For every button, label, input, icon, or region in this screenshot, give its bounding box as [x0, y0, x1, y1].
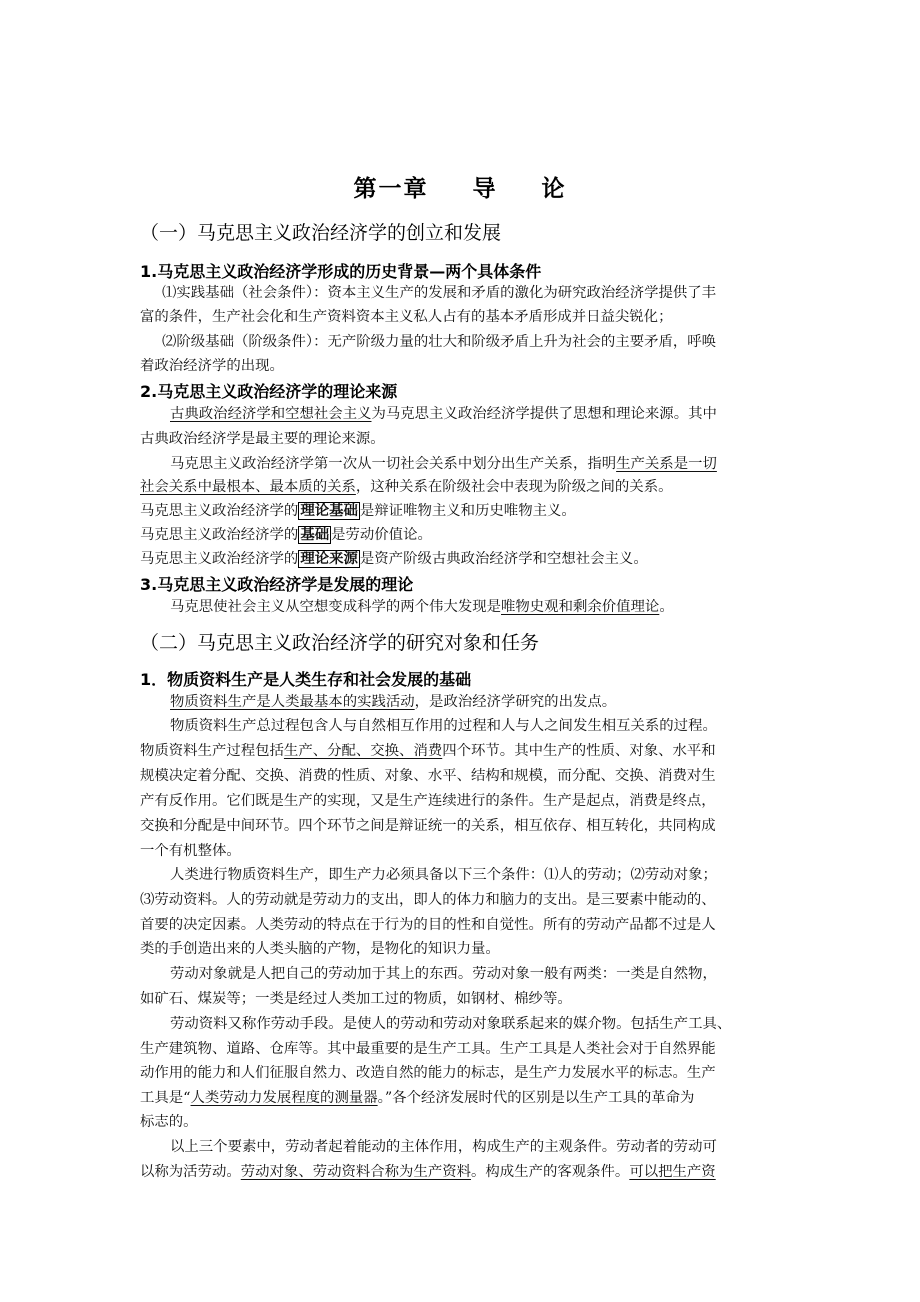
paragraph-line: 物质资料生产总过程包含人与自然相互作用的过程和人与人之间发生相互关系的过程。: [170, 718, 717, 734]
text: 马克思主义政治经济学第一次从一切社会关系中划分出生产关系，指明: [170, 456, 617, 472]
paragraph-line: 标志的。: [140, 1114, 198, 1130]
text: 马克思主义政治经济学的: [140, 527, 299, 543]
text: 工具是“: [140, 1090, 191, 1106]
paragraph-line: 一个有机整体。: [140, 843, 241, 859]
underlined-text: 社会关系中最根本、最本质的关系: [140, 479, 356, 495]
chapter-word-2: 论: [541, 176, 567, 202]
paragraph-line: 生产建筑物、道路、仓库等。其中最重要的是生产工具。生产工具是人类社会对于自然界能: [140, 1041, 716, 1057]
underlined-text: 物质资料生产是人类最基本的实践活动: [170, 694, 415, 710]
paragraph-line: 交换和分配是中间环节。四个环节之间是辩证统一的关系，相互依存、相互转化，共同构成: [140, 818, 716, 834]
paragraph-line: 动作用的能力和人们征服自然力、改造自然的能力的标志，是生产力发展水平的标志。生产: [140, 1065, 716, 1081]
paragraph-line: [140, 596, 810, 618]
paragraph-line: [140, 691, 810, 713]
text: 以称为活劳动。: [140, 1164, 241, 1180]
s1-heading-3: 3.马克思主义政治经济学是发展的理论: [140, 575, 414, 594]
text: 。构成生产的客观条件。: [471, 1164, 630, 1180]
s2-heading-1: 1．物质资料生产是人类生存和社会发展的基础: [140, 670, 472, 689]
underlined-text: 可以把生产资: [629, 1164, 716, 1180]
text: 物质资料生产过程包括: [140, 743, 284, 759]
paragraph-line: 以上三个要素中，劳动者起着能动的主体作用，构成生产的主观条件。劳动者的劳动可: [170, 1139, 717, 1155]
text: 。: [659, 599, 674, 615]
paragraph-line: ⑴实践基础（社会条件）：资本主义生产的发展和矛盾的激化为研究政治经济学提供了丰: [162, 285, 717, 301]
text: 是辩证唯物主义和历史唯物主义。: [359, 503, 576, 519]
underlined-text: 唯物史观和剩余价值理论: [501, 599, 660, 615]
text: ，是政治经济学研究的出发点。: [414, 694, 617, 710]
text: 是劳动价值论。: [331, 527, 432, 543]
paragraph-line: [140, 403, 810, 425]
paragraph-line: 类的手创造出来的人类头脑的产物，是物化的知识力量。: [140, 941, 500, 957]
paragraph-line: 古典政治经济学是最主要的理论来源。: [140, 431, 385, 447]
paragraph-line: 劳动对象就是人把自己的劳动加于其上的东西。劳动对象一般有两类：一类是自然物，: [170, 966, 717, 982]
boxed-term: 理论来源: [300, 551, 358, 567]
paragraph-line: [140, 500, 780, 522]
paragraph-line: 规模决定着分配、交换、消费的性质、对象、水平、结构和规模，而分配、交换、消费对生: [140, 768, 716, 784]
text: 马克思主义政治经济学的: [140, 551, 299, 567]
text: 。”各个经济发展时代的区别是以生产工具的革命为: [377, 1090, 695, 1106]
s1-heading-1: 1.马克思主义政治经济学形成的历史背景—两个具体条件: [140, 262, 542, 281]
chapter-word-1: 导: [472, 176, 498, 202]
underlined-text: 生产关系是一切: [616, 456, 717, 472]
paragraph-line: [140, 1087, 780, 1109]
paragraph-line: [140, 740, 780, 762]
underlined-text: 劳动对象、劳动资料合称为生产资料: [240, 1164, 472, 1180]
boxed-term: 基础: [300, 527, 330, 543]
paragraph-line: 劳动资料又称作劳动手段。是使人的劳动和劳动对象联系起来的媒介物。包括生产工具、: [170, 1016, 732, 1032]
paragraph-line: 着政治经济学的出现。: [140, 358, 284, 374]
paragraph-line: [140, 524, 780, 546]
paragraph-line: [140, 548, 780, 570]
s1-heading-2: 2.马克思主义政治经济学的理论来源: [140, 382, 398, 401]
section-2-title: （二）马克思主义政治经济学的研究对象和任务: [140, 632, 540, 654]
paragraph-line: 产有反作用。它们既是生产的实现，又是生产连续进行的条件。生产是起点，消费是终点，: [140, 793, 716, 809]
paragraph-line: ⑵阶级基础（阶级条件）：无产阶级力量的壮大和阶级矛盾上升为社会的主要矛盾，呼唤: [162, 334, 717, 350]
text: 四个环节。其中生产的性质、对象、水平和: [442, 743, 716, 759]
section-1-title: （一）马克思主义政治经济学的创立和发展: [140, 222, 502, 244]
paragraph-line: ⑶劳动资料。人的劳动就是劳动力的支出，即人的体力和脑力的支出。是三要素中能动的、: [140, 892, 716, 908]
paragraph-line: 富的条件，生产社会化和生产资料资本主义私人占有的基本矛盾形成并日益尖锐化；: [140, 309, 673, 325]
text: 是资产阶级古典政治经济学和空想社会主义。: [359, 551, 648, 567]
text: 马克思主义政治经济学的: [140, 503, 299, 519]
paragraph-line: [140, 453, 810, 475]
paragraph-line: [140, 1161, 780, 1183]
paragraph-line: 如矿石、煤炭等；一类是经过人类加工过的物质，如钢材、棉纱等。: [140, 991, 572, 1007]
text: ，这种关系在阶级社会中表现为阶级之间的关系。: [355, 479, 673, 495]
chapter-title: [0, 170, 920, 203]
paragraph-line: 首要的决定因素。人类劳动的特点在于行为的目的性和自觉性。所有的劳动产品都不过是人: [140, 917, 716, 933]
paragraph-line: 人类进行物质资料生产，即生产力必须具备以下三个条件：⑴人的劳动；⑵劳动对象；: [170, 867, 717, 883]
text: 马克思使社会主义从空想变成科学的两个伟大发现是: [170, 599, 501, 615]
underlined-text: 人类劳动力发展程度的测量器: [190, 1090, 378, 1106]
paragraph-line: [140, 476, 780, 498]
chapter-number: 第一章: [353, 176, 429, 202]
underlined-text: 古典政治经济学和空想社会主义: [170, 406, 372, 422]
boxed-term: 理论基础: [300, 503, 358, 519]
underlined-text: 生产、分配、交换、消费: [283, 743, 443, 759]
text: 为马克思主义政治经济学提供了思想和理论来源。其中: [371, 406, 717, 422]
